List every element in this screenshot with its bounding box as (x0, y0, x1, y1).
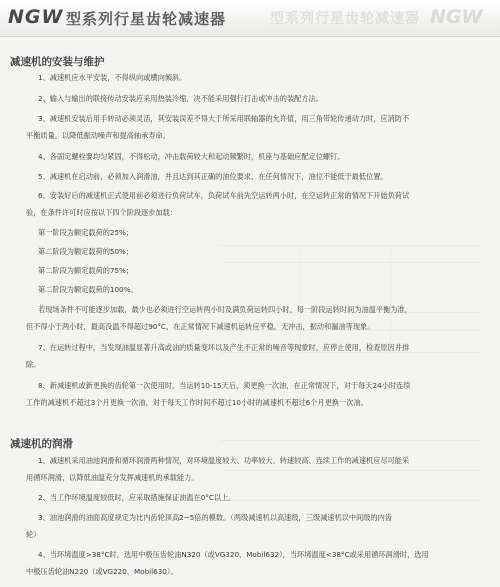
paragraph-line: 6、安装好后的减速机正式使用前必须进行负荷试车，负荷试车前先空运转两小时，在空运转正常的情况下开始负荷试 (38, 191, 410, 200)
paragraph-line: 2、输入与输出的联接传动安装应采用热装冷缩，决不能采用强行打击或冲击的装配方法。 (38, 94, 323, 103)
paragraph-line: 工作的减速机不超过3个月更换一次油，对于每天工作时间不超过10小时的减速机不超过6个月更换一次油。 (26, 398, 368, 407)
paragraph-line: 平衡质量，以降低振动噪声和提高轴承寿命。 (26, 131, 170, 140)
paragraph-line: 若现场条件不可能逐步加载，最少也必须进行空运转两小时及满负荷运转四小时，每一阶段运转时间为油温平衡为准， (38, 305, 412, 314)
paragraph-line: 但不得小于两小时，最高没温不得超过90°C，在正常情况下减速机运转应平稳，无冲击，振动和漏油等现象。 (26, 322, 375, 331)
paragraph-line: 7、在运转过程中，当发现油温显著升高或油的质量变坏以及产生不正常的噪音等现象时，应停止使用，检查原因并排 (38, 343, 410, 352)
bleed-through-brand: NGW (430, 6, 483, 28)
section-heading-installation: 减速机的安装与维护 (10, 56, 105, 68)
paragraph-line: 3、油池润滑的油面高度规定为比内齿轮顶高2~5倍的模数。（两级减速机以高速级，三级减速机以中间级的内齿 (38, 513, 392, 522)
load-stage-line: 第二阶段为额定载荷的50%； (38, 247, 134, 256)
load-stage-line: 第二阶段为额定载荷的75%； (38, 266, 134, 275)
paragraph-line: 8、新减速机或新更换的齿轮第一次使用时，当运转10-15天后，须更换一次油，在正常情况下，对于每天24小时连续 (38, 381, 411, 390)
load-stage-line: 第二阶段为额定载荷的100%。 (38, 285, 138, 294)
bleed-through-title: 型系列行星齿轮减速器 (270, 11, 420, 27)
paragraph-line: 4、当环境温度>38°C时，选用中极压齿轮油N320（或VG320、Mobil632），当环境温度<38°C或采用循环润滑时，选用 (38, 550, 429, 559)
page-title: 型系列行星齿轮减速器 (66, 10, 227, 28)
brand-logo: NGW (8, 6, 64, 28)
section-heading-lubrication: 减速机的润滑 (10, 438, 73, 450)
paragraph-line: 用循环润滑，以降低油温充分发挥减速机的承载能力。 (26, 473, 199, 482)
paragraph-line: 2、当工作环境温度较低时，应采取措施保证油温在0°C以上。 (38, 493, 236, 502)
page-header (0, 0, 500, 37)
paragraph-line: 1、减速机应水平安装，不得纵向或横向倾斜。 (38, 73, 187, 82)
paragraph-line: 4、各固定螺栓要均匀紧固，不得松动，冲击载荷较大和起动频繁时，机座与基础应配定位螺钉。 (38, 152, 345, 161)
paragraph-line: 1、减速机采用油池润滑和循环润滑两种情况，对环境温度较大、功率较大、转速较高、连续工作的减速机应尽可能采 (38, 456, 410, 465)
load-stage-line: 第一阶段为额定载荷的25%； (38, 228, 134, 237)
paragraph-line: 除。 (26, 360, 41, 369)
paragraph-line: 5、减速机在启动前，必须加入润滑油，并且达到其正确的油位要求，在任何情况下，油位不能低于最低位置。 (38, 172, 388, 181)
paragraph-line: 3、减速机安装后用手转动必须灵活，其安装误差不得大于所采用联轴器的允许值，用三角带轮传递动力时，应消防不 (38, 114, 410, 123)
paragraph-line: 轮） (26, 530, 41, 539)
paragraph-line: 验，在条件许可时应按以下四个阶段逐步加载： (26, 208, 177, 217)
paragraph-line: 中极压齿轮油N220（或VG220、Mobil630）。 (26, 567, 178, 576)
